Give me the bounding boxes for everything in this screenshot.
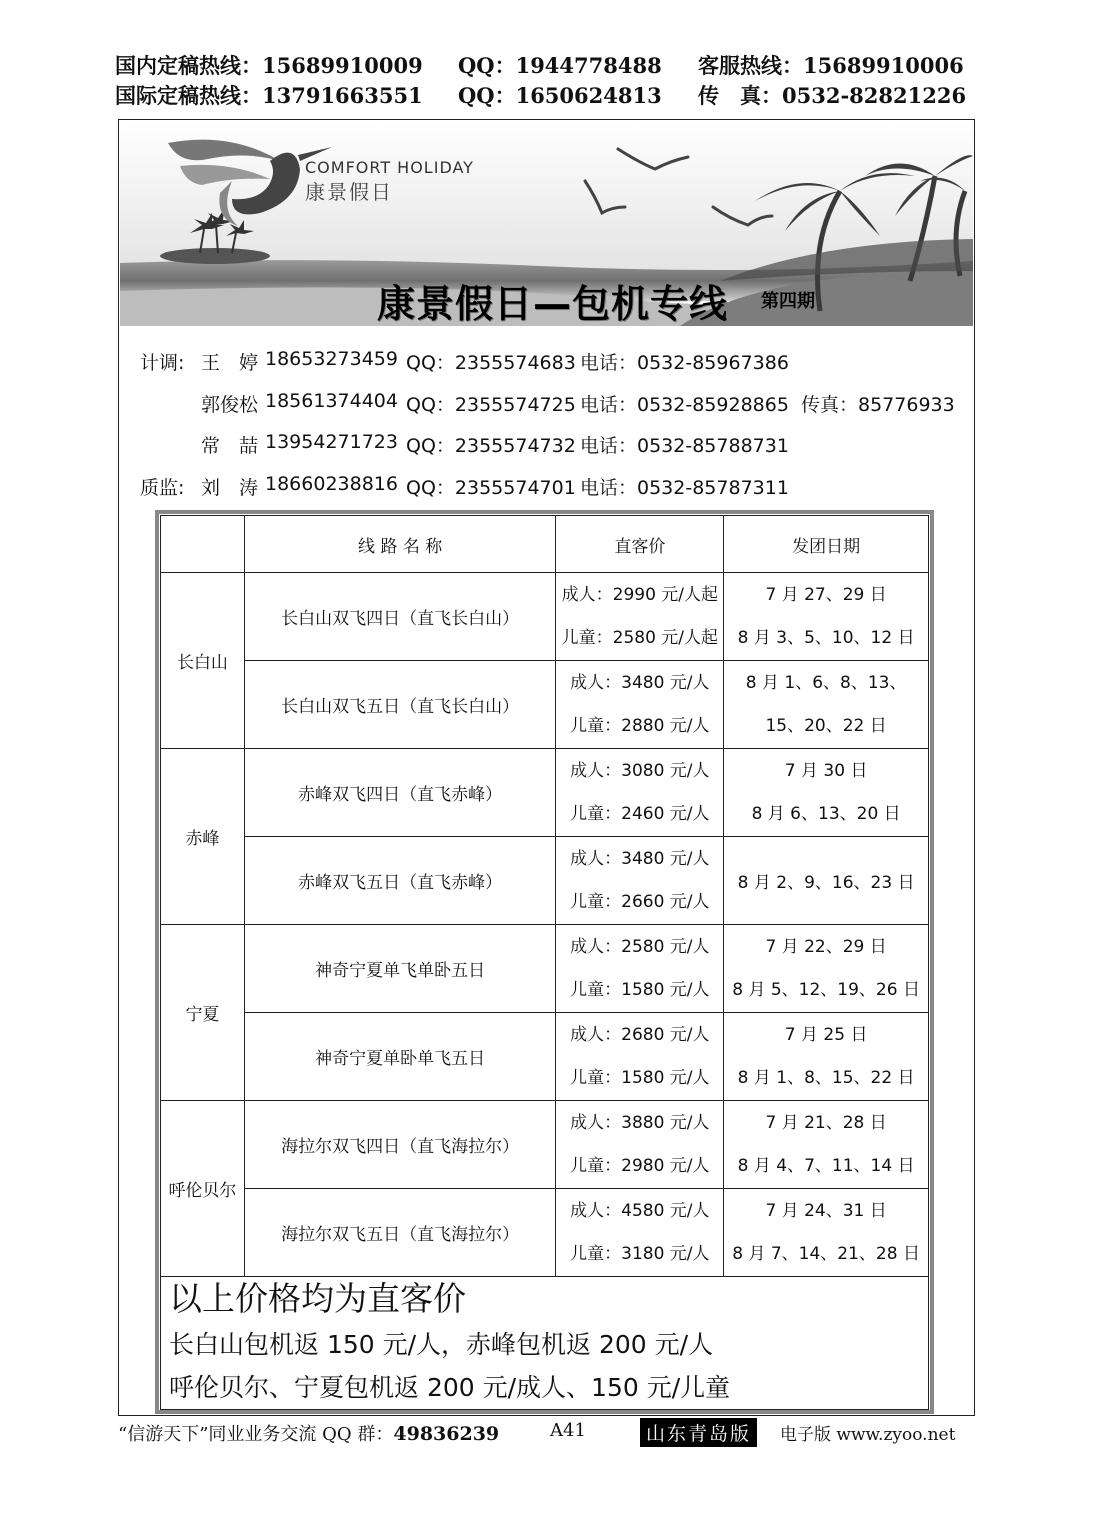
contact-mobile: 18561374404 bbox=[265, 390, 398, 412]
route-name: 赤峰双飞四日（直飞赤峰） bbox=[244, 749, 556, 837]
website[interactable]: 电子版 www.zyoo.net bbox=[780, 1425, 956, 1445]
adult-price: 成人：3480 元/人 bbox=[570, 672, 710, 693]
dates-cell bbox=[724, 1013, 929, 1101]
contact-mobile: 18660238816 bbox=[265, 473, 398, 495]
issue-label: 第四期 bbox=[761, 291, 815, 312]
dates-cell bbox=[724, 925, 929, 1013]
table-row bbox=[161, 925, 929, 1013]
child-price: 儿童：2460 元/人 bbox=[570, 803, 710, 824]
contact-qq: QQ：2355574683 bbox=[406, 352, 576, 374]
header-region bbox=[161, 516, 245, 573]
region-cell: 赤峰 bbox=[161, 749, 245, 925]
contact-phone: 电话：0532-85787311 bbox=[580, 477, 789, 499]
contact-name: 王 婷 bbox=[201, 352, 259, 374]
table-row bbox=[161, 1189, 929, 1277]
notes-title: 以上价格均为直客价 bbox=[169, 1279, 466, 1318]
price-cell bbox=[556, 925, 724, 1013]
table-row bbox=[161, 573, 929, 661]
departure-date: 8 月 2、9、16、23 日 bbox=[737, 873, 915, 893]
adult-price: 成人：2990 元/人起 bbox=[561, 584, 719, 605]
header-dates: 发团日期 bbox=[724, 516, 929, 573]
departure-date: 8 月 1、6、8、13、 bbox=[745, 672, 907, 693]
price-cell bbox=[556, 1013, 724, 1101]
header-route: 线 路 名 称 bbox=[244, 516, 556, 573]
child-price: 儿童：3180 元/人 bbox=[570, 1243, 710, 1264]
region-cell: 呼伦贝尔 bbox=[161, 1101, 245, 1277]
contact-mobile: 18653273459 bbox=[265, 348, 398, 370]
header-price: 直客价 bbox=[556, 516, 724, 573]
dates-cell bbox=[724, 749, 929, 837]
adult-price: 成人：2680 元/人 bbox=[570, 1024, 710, 1045]
price-cell bbox=[556, 573, 724, 661]
departure-date: 8 月 7、14、21、28 日 bbox=[732, 1243, 920, 1264]
banner-title: 康景假日—包机专线 bbox=[377, 282, 729, 326]
page-number: A41 bbox=[550, 1420, 586, 1441]
region-cell: 长白山 bbox=[161, 573, 245, 749]
international-qq: QQ：1650624813 bbox=[458, 83, 662, 108]
domestic-qq: QQ：1944778488 bbox=[458, 53, 662, 78]
child-price: 儿童：2580 元/人起 bbox=[561, 627, 719, 648]
table-row bbox=[161, 749, 929, 837]
departure-date: 7 月 21、28 日 bbox=[765, 1112, 887, 1133]
domestic-hotline: 国内定稿热线：15689910009 bbox=[115, 53, 423, 78]
dates-cell bbox=[724, 573, 929, 661]
departure-date: 7 月 27、29 日 bbox=[765, 584, 887, 605]
contact-role: 计调: bbox=[140, 352, 185, 374]
price-notes bbox=[160, 1273, 929, 1410]
child-price: 儿童：2980 元/人 bbox=[570, 1155, 710, 1176]
price-cell bbox=[556, 1101, 724, 1189]
adult-price: 成人：3080 元/人 bbox=[570, 760, 710, 781]
departure-date: 15、20、22 日 bbox=[765, 715, 887, 736]
dates-cell bbox=[724, 661, 929, 749]
service-hotline: 客服热线：15689910006 bbox=[698, 53, 964, 78]
contact-phone: 电话：0532-85928865 bbox=[580, 394, 789, 416]
dates-cell bbox=[724, 1189, 929, 1277]
contact-name: 郭俊松 bbox=[201, 394, 259, 416]
rebate-note: 长白山包机返 150 元/人，赤峰包机返 200 元/人 bbox=[169, 1330, 714, 1359]
departure-date: 8 月 1、8、15、22 日 bbox=[737, 1067, 915, 1088]
child-price: 儿童：1580 元/人 bbox=[570, 979, 710, 1000]
departure-date: 8 月 5、12、19、26 日 bbox=[732, 979, 920, 1000]
contact-qq: QQ：2355574732 bbox=[406, 435, 576, 457]
route-name: 神奇宁夏单飞单卧五日 bbox=[244, 925, 556, 1013]
brand-name-chinese: 康景假日 bbox=[305, 180, 393, 204]
contact-qq: QQ：2355574725 bbox=[406, 394, 576, 416]
route-name: 神奇宁夏单卧单飞五日 bbox=[244, 1013, 556, 1101]
departure-date: 7 月 25 日 bbox=[784, 1024, 868, 1045]
child-price: 儿童：2880 元/人 bbox=[570, 715, 710, 736]
price-cell bbox=[556, 837, 724, 925]
dates-cell bbox=[724, 1101, 929, 1189]
departure-date: 8 月 3、5、10、12 日 bbox=[737, 627, 915, 648]
banner bbox=[120, 121, 973, 326]
contact-name: 常 喆 bbox=[201, 435, 259, 457]
adult-price: 成人：3880 元/人 bbox=[570, 1112, 710, 1133]
adult-price: 成人：2580 元/人 bbox=[570, 936, 710, 957]
route-name: 海拉尔双飞五日（直飞海拉尔） bbox=[244, 1189, 556, 1277]
departure-date: 7 月 22、29 日 bbox=[765, 936, 887, 957]
fax-number: 传 真：0532-82821226 bbox=[698, 83, 967, 108]
contact-role: 质监: bbox=[140, 477, 185, 499]
child-price: 儿童：2660 元/人 bbox=[570, 891, 710, 912]
route-name: 海拉尔双飞四日（直飞海拉尔） bbox=[244, 1101, 556, 1189]
table-header-row bbox=[161, 516, 929, 573]
contact-phone: 电话：0532-85788731 bbox=[580, 435, 789, 457]
price-cell bbox=[556, 1189, 724, 1277]
footer-text bbox=[118, 1420, 499, 1446]
edition-badge: 山东青岛版 bbox=[640, 1418, 757, 1447]
contact-fax: 传真：85776933 bbox=[801, 394, 955, 416]
route-name: 长白山双飞五日（直飞长白山） bbox=[244, 661, 556, 749]
contact-mobile: 13954271723 bbox=[265, 431, 398, 453]
international-hotline: 国际定稿热线：13791663551 bbox=[115, 83, 423, 108]
table-row bbox=[161, 837, 929, 925]
contact-phone: 电话：0532-85967386 bbox=[580, 352, 789, 374]
departure-date: 7 月 24、31 日 bbox=[765, 1200, 887, 1221]
rebate-note: 呼伦贝尔、宁夏包机返 200 元/成人、150 元/儿童 bbox=[169, 1373, 731, 1402]
price-cell bbox=[556, 749, 724, 837]
adult-price: 成人：4580 元/人 bbox=[570, 1200, 710, 1221]
route-table bbox=[160, 515, 929, 1277]
footer-qq-group: 49836239 bbox=[393, 1423, 500, 1445]
child-price: 儿童：1580 元/人 bbox=[570, 1067, 710, 1088]
departure-date: 8 月 4、7、11、14 日 bbox=[737, 1155, 915, 1176]
table-row bbox=[161, 1013, 929, 1101]
table-row bbox=[161, 661, 929, 749]
route-name: 赤峰双飞五日（直飞赤峰） bbox=[244, 837, 556, 925]
contact-name: 刘 涛 bbox=[201, 477, 259, 499]
departure-date: 8 月 6、13、20 日 bbox=[751, 803, 901, 824]
adult-price: 成人：3480 元/人 bbox=[570, 848, 710, 869]
region-cell: 宁夏 bbox=[161, 925, 245, 1101]
brand-name-english: COMFORT HOLIDAY bbox=[305, 158, 474, 177]
departure-date: 7 月 30 日 bbox=[784, 760, 868, 781]
price-cell bbox=[556, 661, 724, 749]
footer-label: “信游天下”同业业务交流 QQ 群： bbox=[118, 1424, 394, 1445]
page-footer bbox=[118, 1418, 978, 1444]
dates-cell bbox=[724, 837, 929, 925]
route-name: 长白山双飞四日（直飞长白山） bbox=[244, 573, 556, 661]
table-row bbox=[161, 1101, 929, 1189]
contact-qq: QQ：2355574701 bbox=[406, 477, 576, 499]
